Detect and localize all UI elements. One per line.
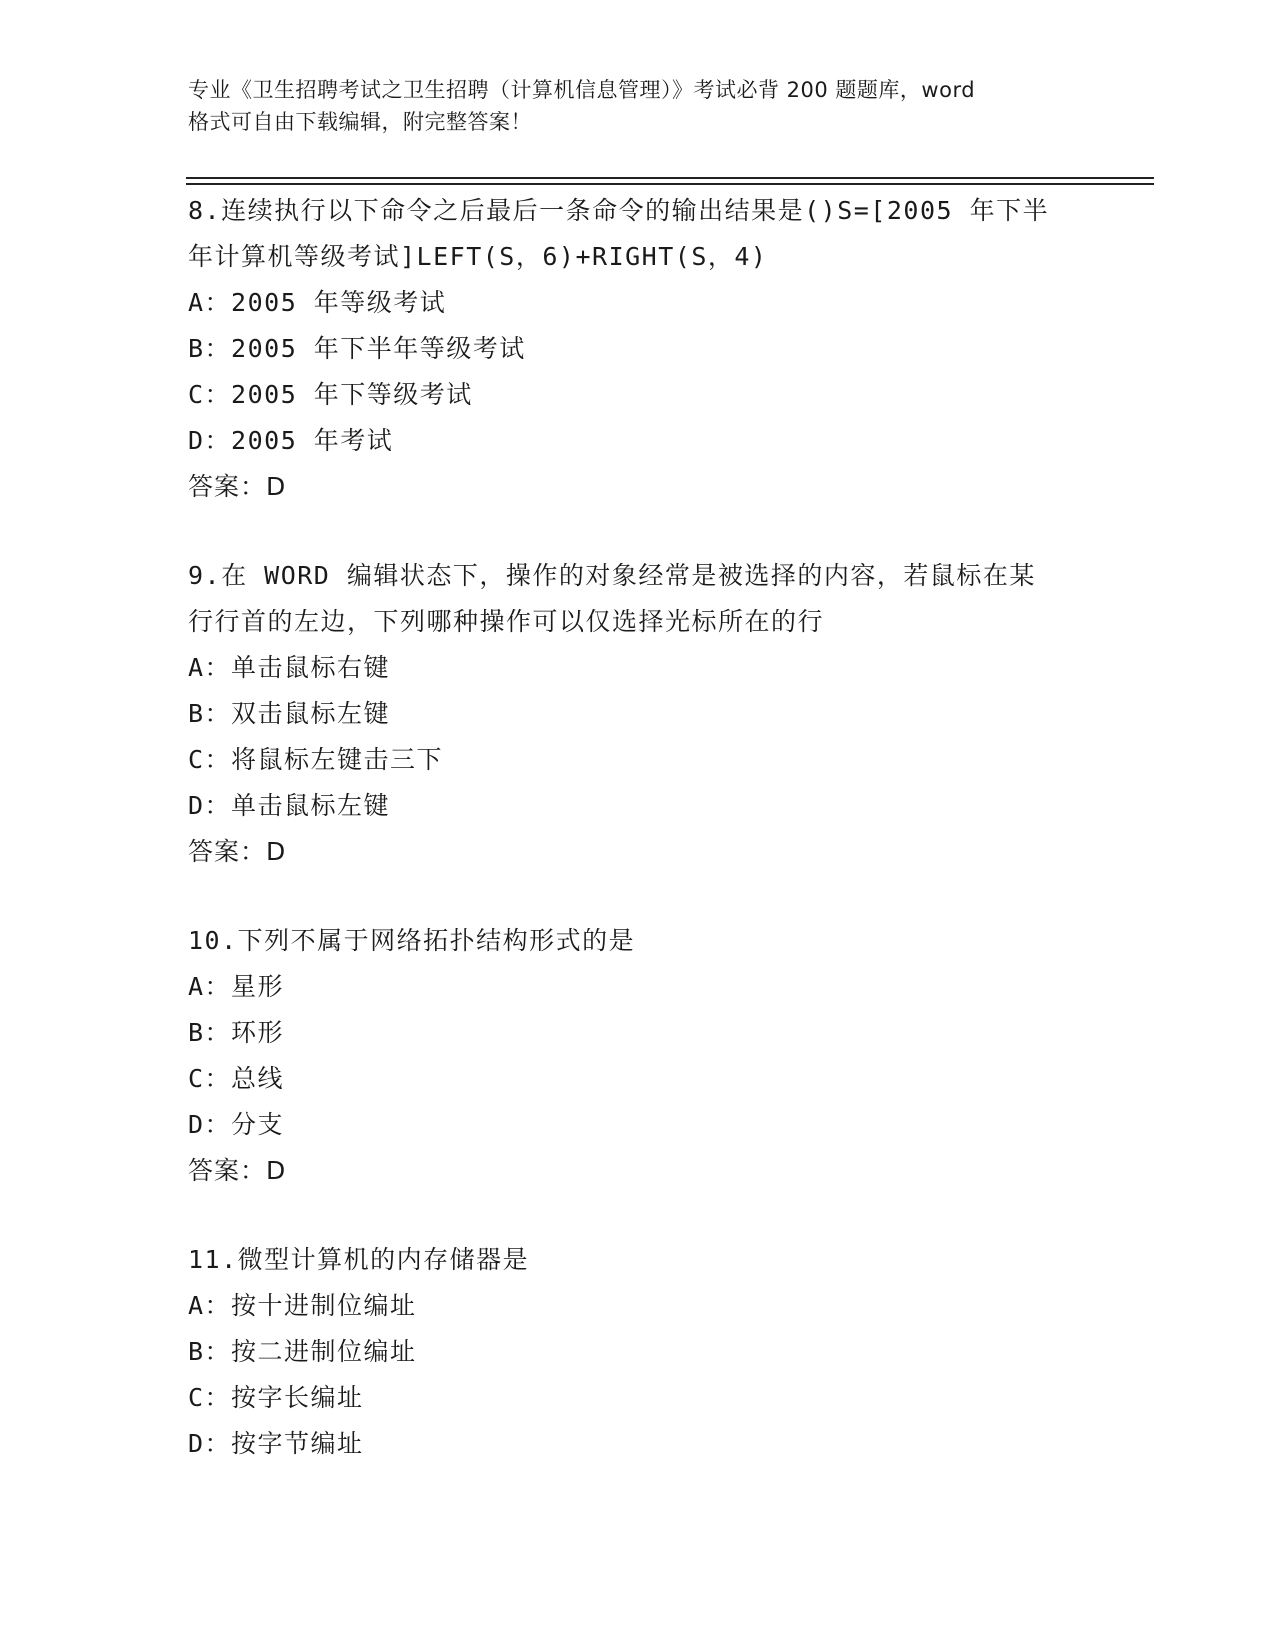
option-d: D：分支 [188,1110,285,1139]
header-rule-top [186,177,1154,179]
question-8 [188,188,1088,510]
answer: 答案：D [188,837,287,866]
question-10 [188,918,1088,1194]
option-b: B：2005 年下半年等级考试 [188,334,526,363]
option-a: A：星形 [188,972,285,1001]
option-b: B：双击鼠标左键 [188,699,391,728]
header-line-1: 专业《卫生招聘考试之卫生招聘（计算机信息管理）》考试必背 200 题题库，word [188,78,976,102]
option-d: D：单击鼠标左键 [188,791,391,820]
option-a: A：按十进制位编址 [188,1291,417,1320]
option-a: A：单击鼠标右键 [188,653,391,682]
question-text: 年计算机等级考试]LEFT(S，6)+RIGHT(S，4) [188,242,768,271]
answer: 答案：D [188,1156,287,1185]
option-a: A：2005 年等级考试 [188,288,447,317]
question-text: 10.下列不属于网络拓扑结构形式的是 [188,926,636,955]
answer: 答案：D [188,472,287,501]
question-9 [188,553,1088,875]
option-c: C：按字长编址 [188,1383,364,1412]
header-rule-bottom [186,183,1154,185]
question-11 [188,1237,1088,1467]
document-header [188,74,1088,138]
question-text: 行行首的左边，下列哪种操作可以仅选择光标所在的行 [188,607,825,636]
option-d: D：按字节编址 [188,1429,364,1458]
option-c: C：将鼠标左键击三下 [188,745,444,774]
header-line-2: 格式可自由下载编辑，附完整答案！ [188,110,532,134]
question-text: 8.连续执行以下命令之后最后一条命令的输出结果是()S=[2005 年下半 [188,196,1050,225]
option-c: C：2005 年下等级考试 [188,380,473,409]
option-c: C：总线 [188,1064,285,1093]
option-b: B：环形 [188,1018,285,1047]
option-b: B：按二进制位编址 [188,1337,417,1366]
question-text: 9.在 WORD 编辑状态下，操作的对象经常是被选择的内容，若鼠标在某 [188,561,1036,590]
option-d: D：2005 年考试 [188,426,394,455]
question-text: 11.微型计算机的内存储器是 [188,1245,530,1274]
